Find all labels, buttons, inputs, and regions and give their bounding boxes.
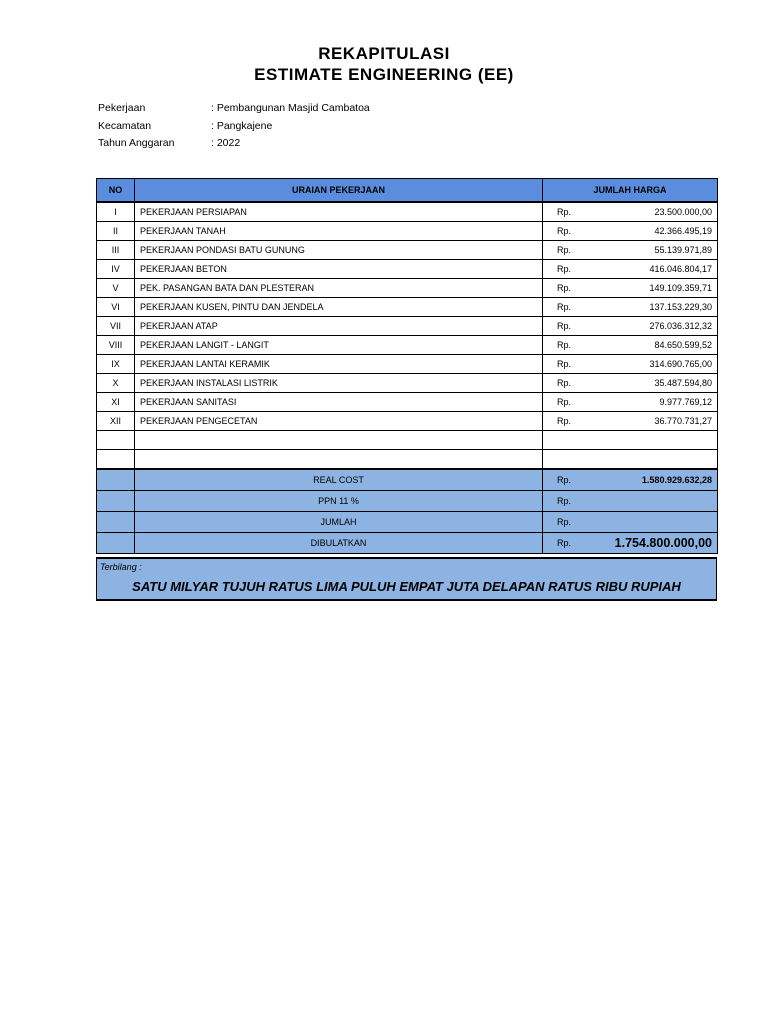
- info-label: Pekerjaan: [98, 102, 146, 114]
- page-subtitle: ESTIMATE ENGINEERING (EE): [254, 65, 514, 84]
- summary-row-real-cost: [97, 469, 718, 491]
- ppn-label: PPN 11 %: [135, 491, 543, 512]
- row-desc: PEKERJAAN BETON: [135, 260, 543, 279]
- table-row: [97, 260, 718, 279]
- row-desc: PEKERJAAN PERSIAPAN: [135, 202, 543, 222]
- info-label: Tahun Anggaran: [98, 137, 175, 149]
- table-row: [97, 202, 718, 222]
- info-value: : Pembangunan Masjid Cambatoa: [211, 102, 370, 114]
- terbilang-box: [96, 557, 717, 601]
- row-amount: 314.690.765,00: [581, 355, 718, 374]
- row-desc: PEKERJAAN TANAH: [135, 222, 543, 241]
- info-value: : Pangkajene: [211, 120, 273, 132]
- row-currency: Rp.: [543, 469, 581, 491]
- row-desc: PEKERJAAN LANTAI KERAMIK: [135, 355, 543, 374]
- row-desc: PEKERJAAN SANITASI: [135, 393, 543, 412]
- row-amount: 416.046.804,17: [581, 260, 718, 279]
- row-amount: 55.139.971,89: [581, 241, 718, 260]
- terbilang-words: SATU MILYAR TUJUH RATUS LIMA PULUH EMPAT JUTA DELAPAN RATUS RIBU RUPIAH: [132, 579, 681, 594]
- row-desc: PEKERJAAN KUSEN, PINTU DAN JENDELA: [135, 298, 543, 317]
- table-row: [97, 412, 718, 431]
- table-row: [97, 317, 718, 336]
- row-currency: Rp.: [543, 533, 581, 554]
- row-currency: Rp.: [543, 412, 581, 431]
- table-row: [97, 222, 718, 241]
- row-currency: Rp.: [543, 355, 581, 374]
- row-currency: Rp.: [543, 260, 581, 279]
- row-no: III: [97, 241, 135, 260]
- row-desc: PEKERJAAN INSTALASI LISTRIK: [135, 374, 543, 393]
- row-amount: 149.109.359,71: [581, 279, 718, 298]
- row-amount: 23.500.000,00: [581, 202, 718, 222]
- col-header-no: NO: [97, 179, 135, 203]
- page-title: REKAPITULASI: [318, 44, 450, 63]
- dibulatkan-label: DIBULATKAN: [135, 533, 543, 554]
- row-no: I: [97, 202, 135, 222]
- summary-row-jumlah: [97, 512, 718, 533]
- col-header-desc: URAIAN PEKERJAAN: [135, 179, 543, 203]
- table-row: [97, 298, 718, 317]
- row-no: XII: [97, 412, 135, 431]
- table-row: [97, 355, 718, 374]
- row-no: IX: [97, 355, 135, 374]
- row-no: X: [97, 374, 135, 393]
- row-currency: Rp.: [543, 336, 581, 355]
- summary-row-dibulatkan: [97, 533, 718, 554]
- table-row: [97, 279, 718, 298]
- table-row-empty: [97, 431, 718, 450]
- row-amount: 84.650.599,52: [581, 336, 718, 355]
- row-currency: Rp.: [543, 298, 581, 317]
- row-no: VII: [97, 317, 135, 336]
- summary-row-ppn: [97, 491, 718, 512]
- row-currency: Rp.: [543, 491, 581, 512]
- row-no: II: [97, 222, 135, 241]
- row-currency: Rp.: [543, 222, 581, 241]
- info-label: Kecamatan: [98, 120, 152, 132]
- real-cost-label: REAL COST: [135, 469, 543, 491]
- row-currency: Rp.: [543, 393, 581, 412]
- row-currency: Rp.: [543, 512, 581, 533]
- row-desc: PEKERJAAN ATAP: [135, 317, 543, 336]
- row-desc: PEKERJAAN PENGECETAN: [135, 412, 543, 431]
- table-row-empty: [97, 450, 718, 470]
- row-desc: PEKERJAAN PONDASI BATU GUNUNG: [135, 241, 543, 260]
- table-row: [97, 241, 718, 260]
- row-desc: PEK. PASANGAN BATA DAN PLESTERAN: [135, 279, 543, 298]
- real-cost-value: 1.580.929.632,28: [581, 469, 718, 491]
- dibulatkan-value: 1.754.800.000,00: [581, 533, 718, 554]
- row-currency: Rp.: [543, 317, 581, 336]
- ppn-value: [581, 491, 718, 512]
- row-amount: 276.036.312,32: [581, 317, 718, 336]
- row-currency: Rp.: [543, 202, 581, 222]
- row-amount: 137.153.229,30: [581, 298, 718, 317]
- row-no: VIII: [97, 336, 135, 355]
- table-row: [97, 393, 718, 412]
- rekap-table: [96, 178, 718, 554]
- jumlah-value: [581, 512, 718, 533]
- row-no: VI: [97, 298, 135, 317]
- row-no: XI: [97, 393, 135, 412]
- info-value: : 2022: [211, 137, 241, 149]
- row-no: V: [97, 279, 135, 298]
- col-header-amount: JUMLAH HARGA: [543, 179, 718, 203]
- row-currency: Rp.: [543, 241, 581, 260]
- row-amount: 36.770.731,27: [581, 412, 718, 431]
- table-row: [97, 374, 718, 393]
- row-currency: Rp.: [543, 279, 581, 298]
- row-amount: 35.487.594,80: [581, 374, 718, 393]
- row-desc: PEKERJAAN LANGIT - LANGIT: [135, 336, 543, 355]
- jumlah-label: JUMLAH: [135, 512, 543, 533]
- row-amount: 9.977.769,12: [581, 393, 718, 412]
- terbilang-label: Terbilang :: [100, 562, 142, 572]
- table-row: [97, 336, 718, 355]
- table-header-row: [97, 179, 718, 203]
- row-no: IV: [97, 260, 135, 279]
- row-amount: 42.366.495,19: [581, 222, 718, 241]
- row-currency: Rp.: [543, 374, 581, 393]
